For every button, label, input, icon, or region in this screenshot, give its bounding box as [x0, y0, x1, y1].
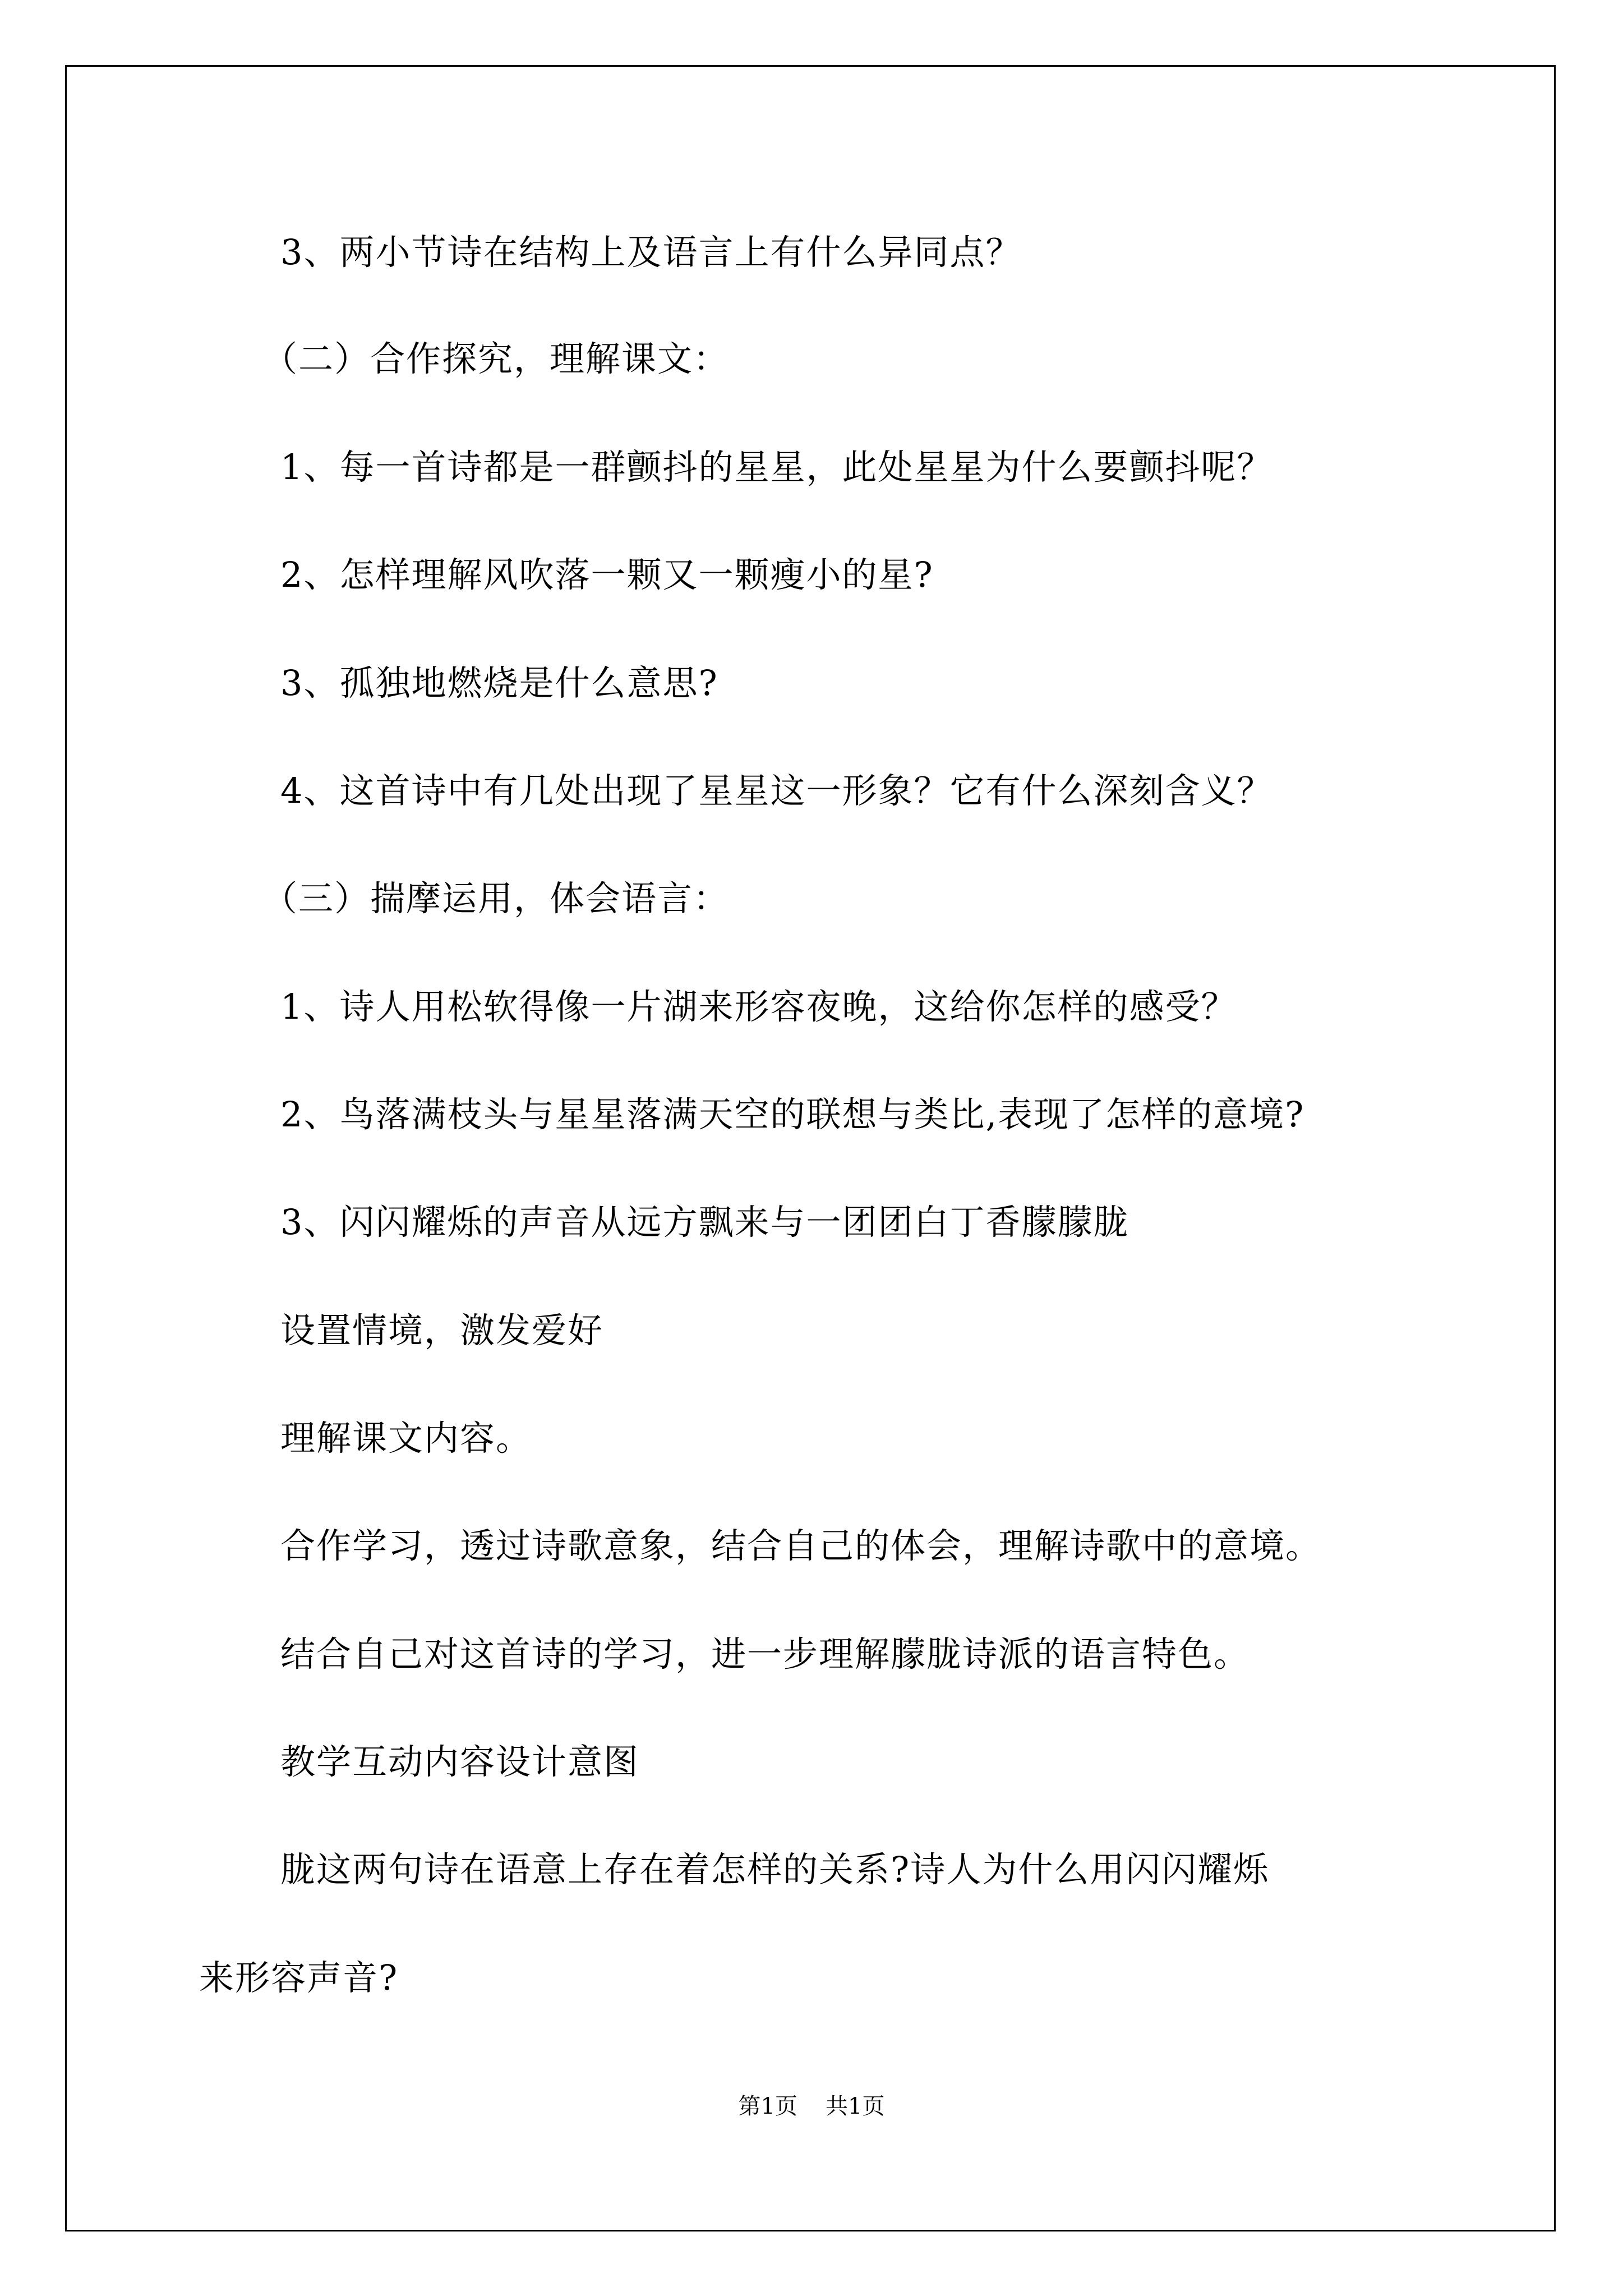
text-line-14: 结合自己对这首诗的学习，进一步理解朦胧诗派的语言特色。 — [280, 1634, 1250, 1674]
page-border — [65, 65, 1556, 2231]
page-total: 共1页 — [826, 2093, 885, 2119]
text-line-2: （二）合作探究，理解课文： — [262, 338, 730, 379]
page-number: 第1页 — [738, 2093, 797, 2119]
text-line-15: 教学互动内容设计意图 — [280, 1741, 640, 1782]
text-line-5: 3、孤独地燃烧是什么意思? — [280, 662, 718, 703]
text-line-17: 来形容声音? — [199, 1957, 399, 1998]
text-line-10: 3、闪闪耀烁的声音从远方飘来与一团团白丁香朦朦胧 — [280, 1202, 1129, 1243]
text-line-6: 4、这首诗中有几处出现了星星这一形象？它有什么深刻含义？ — [280, 770, 1273, 811]
text-line-16: 胧这两句诗在语意上存在着怎样的关系?诗人为什么用闪闪耀烁 — [280, 1849, 1270, 1890]
text-line-7: （三）揣摩运用，体会语言： — [262, 878, 730, 919]
text-line-11: 设置情境，激发爱好 — [280, 1310, 604, 1351]
page-footer — [0, 2090, 1623, 2123]
text-line-1: 3、两小节诗在结构上及语言上有什么异同点？ — [280, 232, 1022, 273]
text-line-9: 2、鸟落满枝头与星星落满天空的联想与类比,表现了怎样的意境? — [280, 1094, 1305, 1135]
text-line-13: 合作学习，透过诗歌意象，结合自己的体会，理解诗歌中的意境。 — [280, 1525, 1322, 1566]
text-line-3: 1、每一首诗都是一群颤抖的星星，此处星星为什么要颤抖呢？ — [280, 447, 1273, 487]
text-line-4: 2、怎样理解风吹落一颗又一颗瘦小的星? — [280, 554, 934, 595]
text-line-12: 理解课文内容。 — [280, 1418, 532, 1458]
text-line-8: 1、诗人用松软得像一片湖来形容夜晚，这给你怎样的感受？ — [280, 986, 1237, 1027]
